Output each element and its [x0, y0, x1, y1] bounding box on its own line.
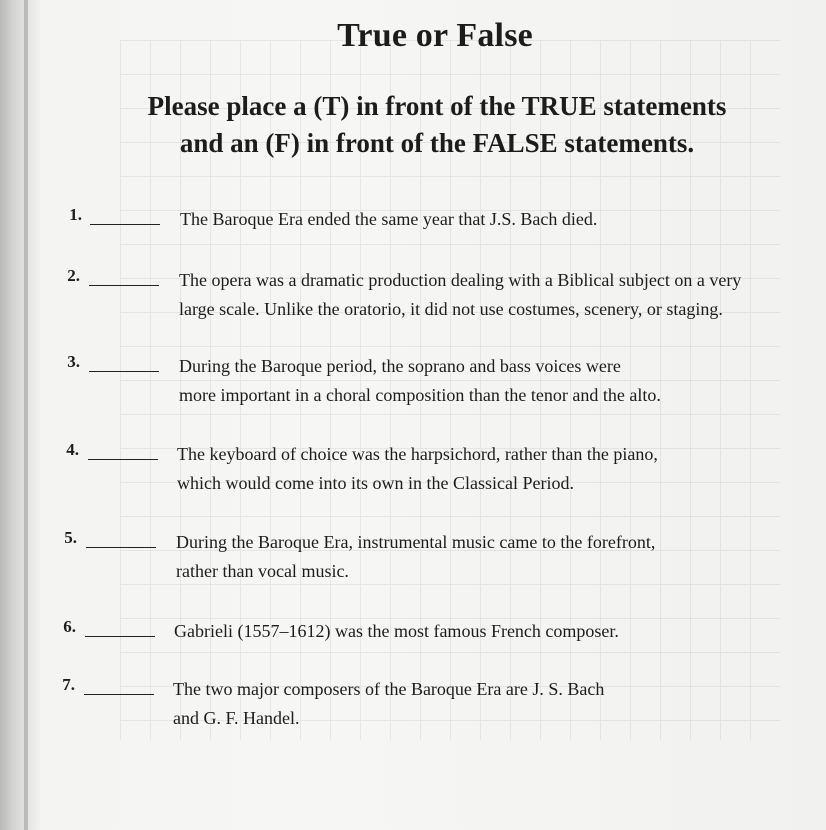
question-line: large scale. Unlike the oratorio, it did not use costumes, scenery, or staging.	[179, 299, 723, 319]
question-line: During the Baroque Era, instrumental music came to the forefront,	[176, 532, 656, 552]
question-number: 4.	[66, 440, 79, 459]
question-text	[177, 440, 658, 498]
answer-blank-6[interactable]	[85, 636, 155, 637]
question-line: The two major composers of the Baroque Era are J. S. Bach	[173, 679, 605, 699]
answer-blank-7[interactable]	[84, 694, 154, 695]
question-line: The keyboard of choice was the harpsichord, rather than the piano,	[177, 444, 658, 464]
question-number: 7.	[62, 675, 75, 694]
question-line: more important in a choral composition than the tenor and the alto.	[179, 385, 661, 405]
question-number: 2.	[67, 266, 80, 285]
question-line: Gabrieli (1557–1612) was the most famous French composer.	[174, 621, 619, 641]
instructions	[0, 88, 826, 162]
question-text	[176, 528, 655, 586]
answer-blank-5[interactable]	[86, 547, 156, 548]
question-line: and G. F. Handel.	[173, 708, 300, 728]
question-text	[180, 205, 597, 234]
question-number: 5.	[64, 528, 77, 547]
question-text	[179, 266, 741, 324]
question-text	[179, 352, 661, 410]
question-number: 1.	[69, 205, 82, 224]
question-text	[173, 675, 604, 733]
question-line: The Baroque Era ended the same year that J.S. Bach died.	[180, 209, 598, 229]
question-number: 3.	[67, 352, 80, 371]
question-line: During the Baroque period, the soprano and bass voices were	[179, 356, 621, 376]
answer-blank-1[interactable]	[90, 224, 160, 225]
answer-blank-4[interactable]	[88, 459, 158, 460]
answer-blank-2[interactable]	[89, 285, 159, 286]
instructions-line-1: Please place a (T) in front of the TRUE statements	[147, 91, 727, 121]
question-text	[174, 617, 619, 646]
page-title: True or False	[337, 17, 533, 54]
question-number: 6.	[63, 617, 76, 636]
instructions-line-2: and an (F) in front of the FALSE statements.	[179, 128, 695, 158]
answer-blank-3[interactable]	[89, 371, 159, 372]
question-line: which would come into its own in the Classical Period.	[177, 473, 574, 493]
question-line: The opera was a dramatic production dealing with a Biblical subject on a very	[179, 270, 742, 290]
question-line: rather than vocal music.	[176, 561, 349, 581]
